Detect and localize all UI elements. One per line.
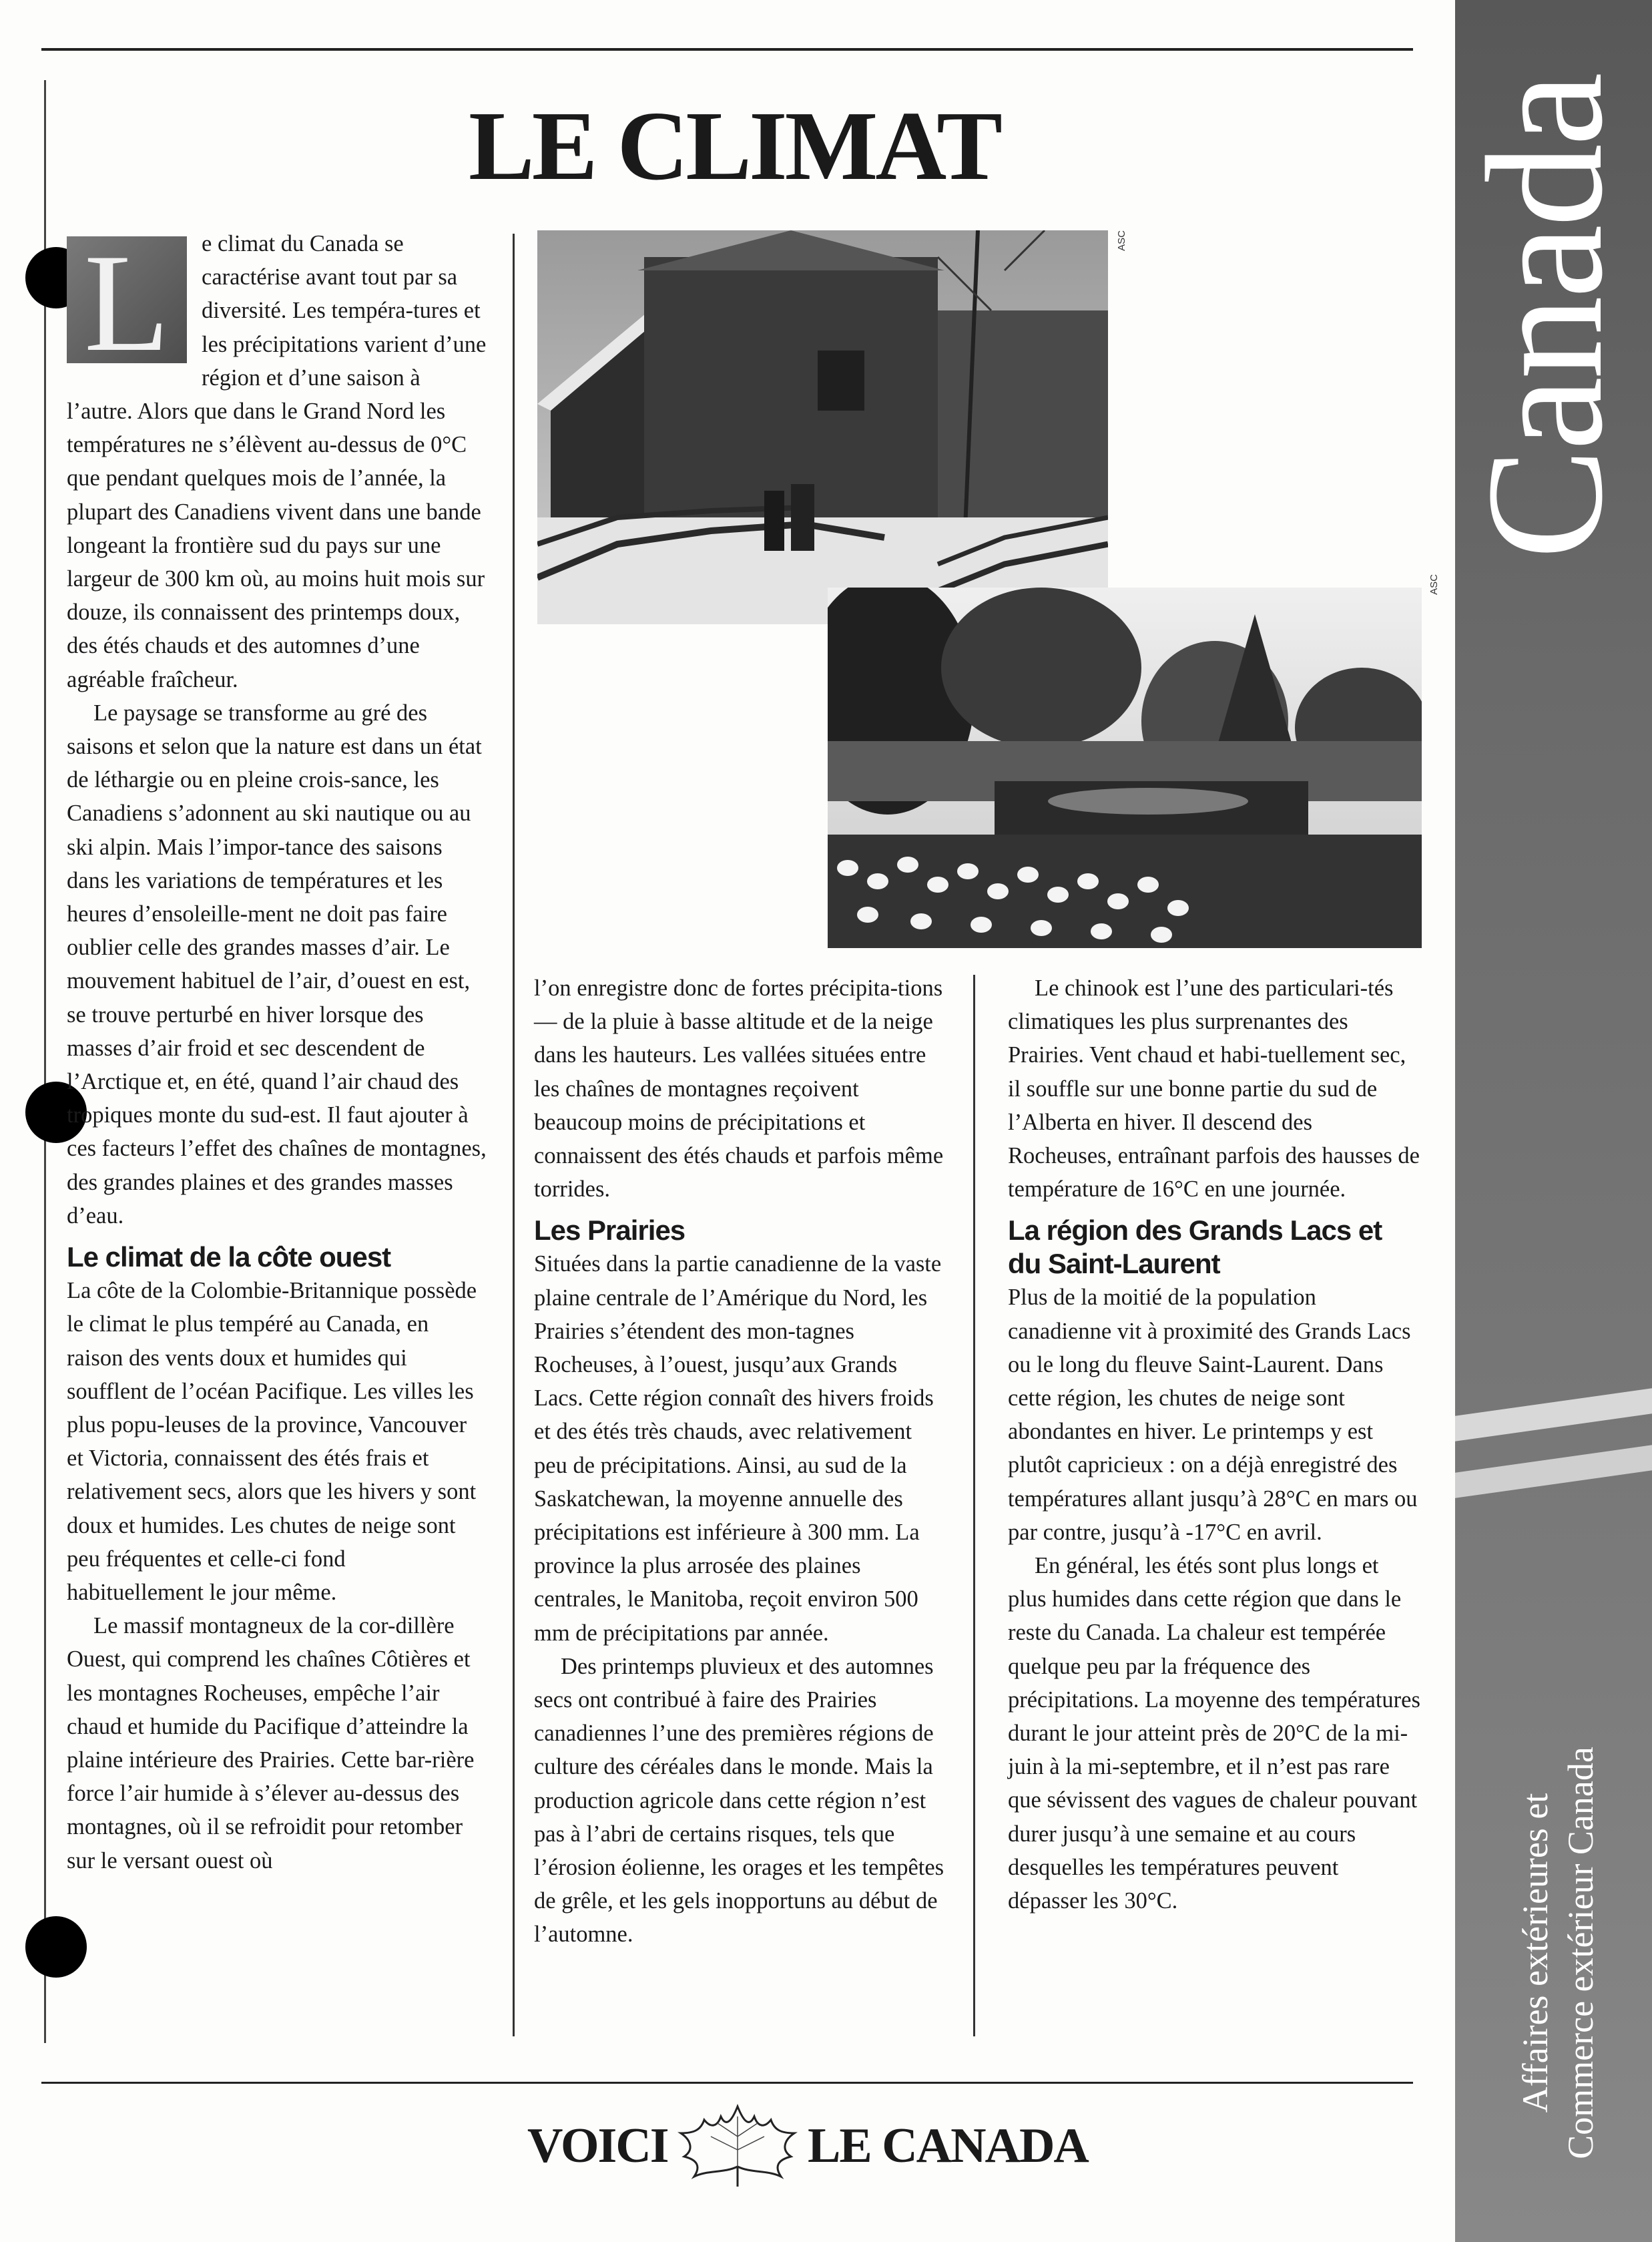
- prairies-paragraph-1: Situées dans la partie canadienne de la vaste plaine centrale de l’Amérique du Nord, les Prairies s’étendent des mon-tagnes Rocheuses, à l’ouest, jusqu’aux Grands Lacs. Cette région connaît des hivers froids et des étés très chauds, avec relativement peu de précipitations. Ainsi, au sud de la Saskatchewan, la moyenne annuelle des précipitations est inférieure à 300 mm. La province la plus arrosée des plaines centrales, le Manitoba, reçoit environ 500 mm de précipitations par année.: [534, 1251, 942, 1646]
- section-heading-great-lakes: La région des Grands Lacs et du Saint-Laurent: [1008, 1214, 1382, 1280]
- photo-park-tulips: [828, 588, 1422, 948]
- bottom-rule: [41, 2082, 1413, 2084]
- great-lakes-paragraph-1: Plus de la moitié de la population canadienne vit à proximité des Grands Lacs ou le long du fleuve Saint-Laurent. Dans cette région, les chutes de neige sont abondantes en hiver. Le printemps y est plutôt capricieux : on a déjà enregistré des températures allant jusqu’à 28°C en mars ou par contre, jusqu’à -17°C en avril.: [1008, 1285, 1418, 1545]
- prairies-paragraph-2: Des printemps pluvieux et des automnes secs ont contribué à faire des Prairies canadiennes l’une des premières régions de culture des céréales dans le monde. Mais la production agricole dans cette région n’est pas à l’abri de certains risques, tels que l’érosion éolienne, les orages et les tempêtes de grêle, et les gels inopportuns au début de l’automne.: [534, 1653, 944, 1948]
- punch-hole-bottom: [25, 1916, 87, 1978]
- footer-text-left: VOICI: [527, 2118, 668, 2173]
- canada-wordmark: [1435, 63, 1652, 571]
- intro-paragraph: e climat du Canada se caractérise avant tout par sa diversité. Les tempéra-tures et les précipitations varient d’une région et d’une saison à l’autre. Alors que dans le Grand Nord les températures ne s’élèvent au-dessus de 0°C que pendant quelques mois de l’année, la plupart des Canadiens vivent dans une bande longeant la frontière sud du pays sur une largeur de 300 km où, au moins huit mois sur douze, ils connaissent des printemps doux, des étés chauds et des automnes d’une agréable fraîcheur.: [67, 231, 487, 692]
- canada-wordmark-text: Canada: [1452, 75, 1637, 559]
- section-heading-west-coast: Le climat de la côte ouest: [67, 1241, 391, 1273]
- section-heading-prairies: Les Prairies: [534, 1214, 685, 1247]
- photo-credit-2: ASC: [1428, 574, 1440, 595]
- column-rule-1: [513, 234, 515, 2036]
- department-line-2: Commerce extérieur Canada: [1561, 1747, 1601, 2159]
- intro-paragraph-2: Le paysage se transforme au gré des saisons et selon que la nature est dans un état de léthargie ou en pleine crois-sance, les Canadiens s’adonnent au ski nautique ou au ski alpin. Mais l’impor-tance des saisons dans les variations de températures et les heures d’ensoleille-ment ne doit pas faire oublier celle des grandes masses d’air. Le mouvement habituel de l’air, d’ouest en est, se trouve perturbé en hiver lorsque des masses d’air froid et sec descendent de l’Arctique et, en été, quand l’air chaud des tropiques monte du sud-est. Il faut ajouter à ces facteurs l’effet des chaînes de montagnes, des grandes plaines et des grandes masses d’eau.: [67, 700, 487, 1228]
- west-coast-paragraph-3: l’on enregistre donc de fortes précipita-tions — de la pluie à basse altitude et de la neige dans les hauteurs. Les vallées situées entre les chaînes de montagnes reçoivent beaucoup moins de précipitations et connaissent des étés chauds et parfois même torrides.: [534, 975, 944, 1202]
- drop-cap: L: [67, 236, 187, 363]
- column-2: [534, 971, 944, 1952]
- top-rule: [41, 48, 1413, 51]
- left-frame-rule: [44, 80, 46, 2043]
- prairies-paragraph-3: Le chinook est l’une des particulari-tés climatiques les plus surprenantes des Prairies. Vent chaud et habi-tuellement sec, il souffle sur une bonne partie du sud de l’Alberta en hiver. Il descend des Rocheuses, entraînant parfois des hausses de température de 16°C en une journée.: [1008, 975, 1420, 1202]
- column-3: [1008, 971, 1422, 1918]
- department-signature: [1455, 1703, 1652, 2203]
- department-line-1: Affaires extérieures et: [1515, 1793, 1555, 2113]
- maple-leaf-icon: [671, 2103, 804, 2190]
- footer-text-right: LE CANADA: [808, 2118, 1088, 2173]
- west-coast-paragraph-1: La côte de la Colombie-Britannique possède le climat le plus tempéré au Canada, en raison des vents doux et humides qui soufflent de l’océan Pacifique. Les villes les plus popu-leuses de la province, Vancouver et Victoria, connaissent des étés frais et relativement secs, alors que les hivers y sont doux et humides. Les chutes de neige sont peu fréquentes et celle-ci fond habituellement le jour même.: [67, 1278, 477, 1605]
- column-1: [67, 227, 487, 1877]
- photo-winter-farm: [537, 230, 1108, 624]
- photo-credit-1: ASC: [1116, 230, 1127, 251]
- great-lakes-paragraph-2: En général, les étés sont plus longs et plus humides dans cette région que dans le reste du Canada. La chaleur est tempérée quelque peu par la fréquence des précipitations. La moyenne des températures durant le jour atteint près de 20°C de la mi-juin à la mi-septembre, et il n’est pas rare que sévissent des vagues de chaleur pouvant durer jusqu’à une semaine et au cours desquelles les températures peuvent dépasser les 30°C.: [1008, 1553, 1420, 1914]
- west-coast-paragraph-2: Le massif montagneux de la cor-dillère Ouest, qui comprend les chaînes Côtières et les montagnes Rocheuses, empêche l’air chaud et humide du Pacifique d’atteindre la plaine intérieure des Prairies. Cette bar-rière force l’air humide à s’élever au-dessus des montagnes, où il se refroidit pour retomber sur le versant ouest où: [67, 1613, 475, 1873]
- column-rule-2: [973, 975, 975, 2036]
- footer-logo: [527, 2103, 1128, 2183]
- page-title: LE CLIMAT: [469, 91, 1000, 201]
